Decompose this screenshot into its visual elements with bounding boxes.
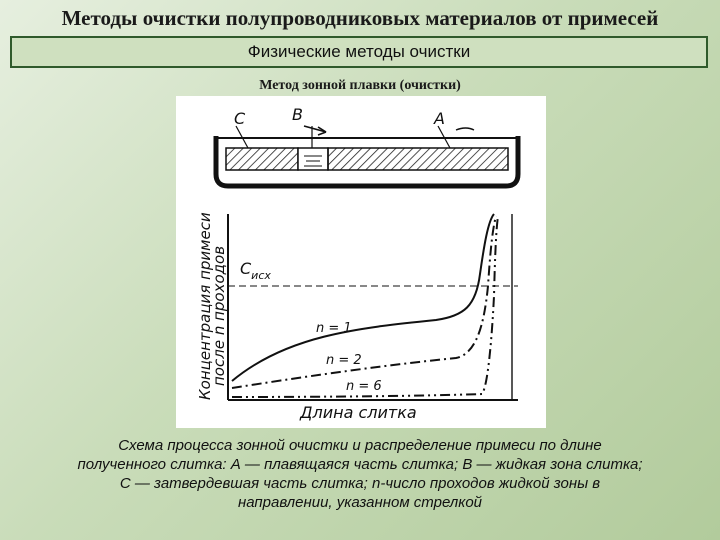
label-n2: n = 2 (326, 353, 362, 368)
figure-caption (20, 436, 700, 512)
label-c: C (234, 109, 246, 128)
caption-line-4: направлении, указанном стрелкой (237, 494, 483, 511)
x-axis-label: Длина слитка (300, 403, 417, 422)
label-n6: n = 6 (346, 379, 382, 394)
page-title: Методы очистки полупроводниковых материалов от примесей (61, 6, 659, 30)
y-axis-label-line2: после n проходов (210, 245, 228, 386)
label-a: A (434, 109, 445, 128)
curve-n2 (232, 216, 496, 388)
curve-n6 (232, 216, 498, 397)
label-n1: n = 1 (316, 321, 352, 336)
solidified-section (226, 148, 298, 170)
zone-melting-figure (176, 96, 546, 428)
method-heading: Метод зонной плавки (очистки) (259, 78, 461, 93)
concentration-graph (196, 212, 518, 422)
label-c-initial-sub: исх (251, 269, 271, 282)
caption-line-2: полученного слитка: А — плавящаяся часть слитка; В — жидкая зона слитка; (77, 456, 643, 473)
liquid-zone (298, 148, 328, 170)
section-subtitle (10, 36, 708, 68)
tilde-mark (456, 128, 474, 130)
caption-line-1: Схема процесса зонной очистки и распределение примеси по длине (118, 437, 602, 454)
label-b: B (292, 105, 303, 124)
zone-melting-diagram (176, 96, 546, 428)
y-axis-label-line1: Концентрация примеси (196, 212, 214, 400)
ingot-boat (216, 105, 518, 186)
caption-line-3: С — затвердевшая часть слитка; n-число проходов жидкой зоны в (119, 475, 601, 492)
label-c-initial (240, 259, 271, 282)
label-c-initial-main: C (240, 259, 252, 278)
melting-section (328, 148, 508, 170)
section-subtitle-text: Физические методы очистки (247, 42, 471, 61)
curve-n1 (232, 214, 494, 381)
